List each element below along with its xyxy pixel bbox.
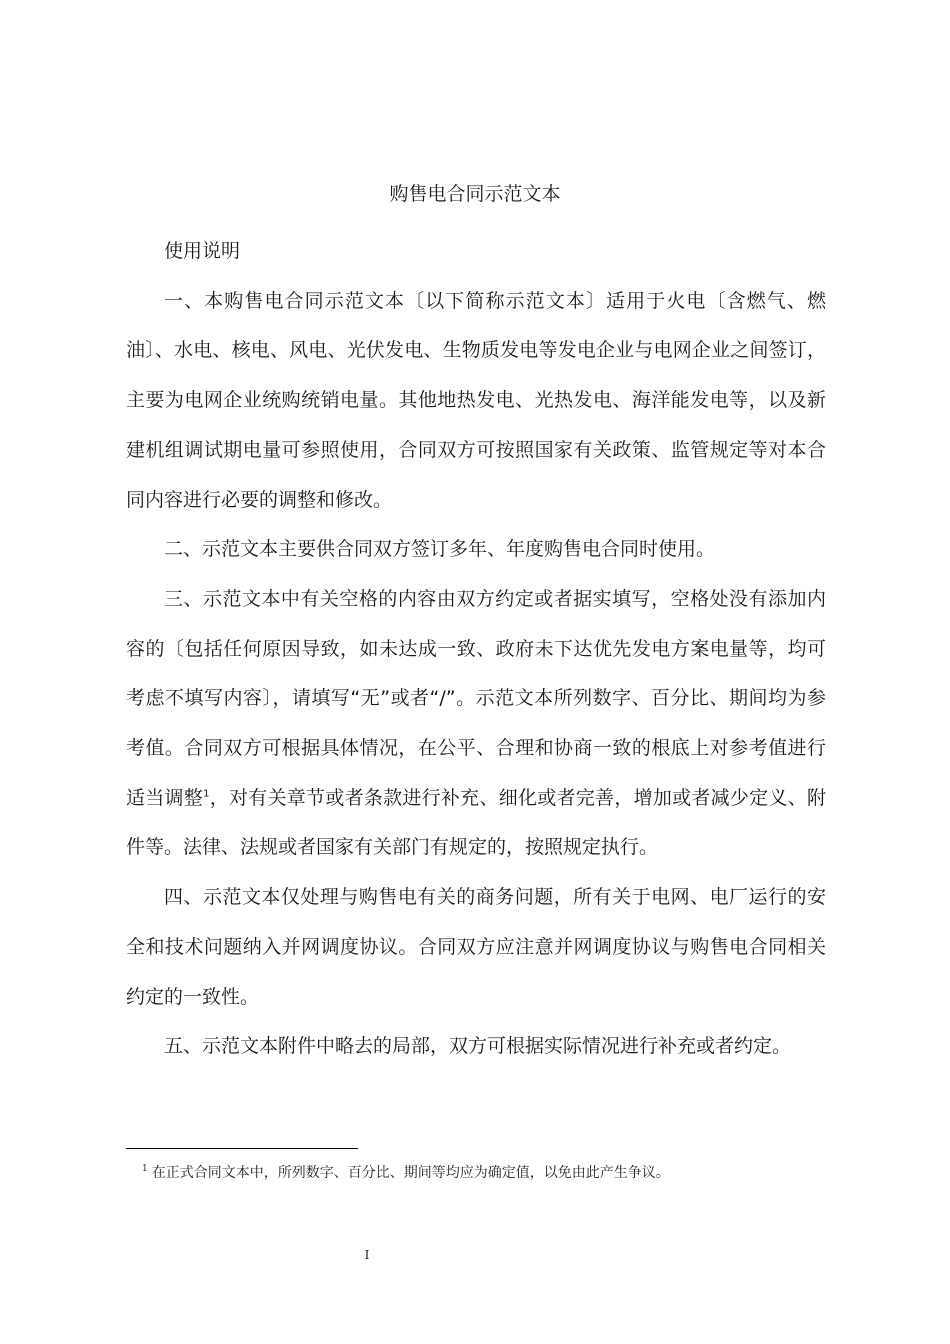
footnote-number: 1 [142, 1164, 148, 1175]
paragraph-5: 五、示范文本附件中略去的局部，双方可根据实际情况进行补充或者约定。 [164, 1035, 792, 1058]
paragraph-2: 二、示范文本主要供合同双方签订多年、年度购售电合同时使用。 [164, 538, 716, 561]
footnote-reference[interactable]: 1 [203, 788, 210, 800]
document-body [126, 227, 826, 1072]
paragraph-3-part-a: 三、示范文本中有关空格的内容由双方约定或者据实填写，空格处没有添加内容的〔包括任何原因导致，如未达成一致、政府未下达优先发电方案电量等，均可考虑不填写内容〕，请填写“无”或者“/”。示范文本所列数字、百分比、期间均为参考值。合同双方可根据具体情况，在公平、合理和协商一致的根底上对参考值进行适当调整 [126, 587, 826, 809]
paragraph-3 [126, 575, 826, 873]
footnote [142, 1162, 862, 1184]
footnote-separator [126, 1148, 358, 1149]
paragraph-1: 一、本购售电合同示范文本〔以下简称示范文本〕适用于火电〔含燃气、燃油〕、水电、核电、风电、光伏发电、生物质发电等发电企业与电网企业之间签订，主要为电网企业统购统销电量。其他地热发电、光热发电、海洋能发电等，以及新建机组调试期电量可参照使用，合同双方可按照国家有关政策、监管规定等对本合同内容进行必要的调整和修改。 [126, 289, 826, 511]
footnote-text: 在正式合同文本中，所列数字、百分比、期间等均应为确定值，以免由此产生争议。 [151, 1165, 670, 1181]
document-title: 购售电合同示范文本 [389, 183, 561, 205]
paragraph-3-part-b: ，对有关章节或者条款进行补充、细化或者完善，增加或者减少定义、附件等。法律、法规或者国家有关部门有规定的，按照规定执行。 [126, 786, 826, 859]
section-heading: 使用说明 [164, 240, 241, 262]
paragraph-4: 四、示范文本仅处理与购售电有关的商务问题，所有关于电网、电厂运行的安全和技术问题纳入并网调度协议。合同双方应注意并网调度协议与购售电合同相关约定的一致性。 [126, 886, 826, 1008]
page-number: I [364, 1248, 370, 1262]
